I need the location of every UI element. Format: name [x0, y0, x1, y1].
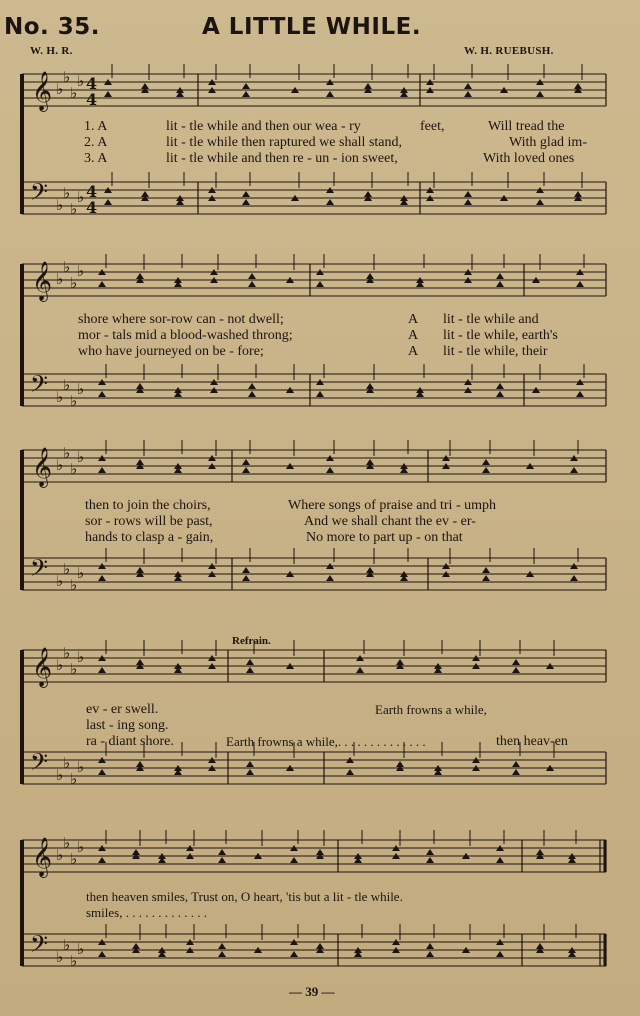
lyric-line-verse-3: [0, 151, 640, 167]
lyric-syllables: mor - tals mid a blood-washed throng;: [78, 328, 293, 343]
lyric-line-verse-3: [0, 734, 640, 750]
note-head: [98, 951, 106, 957]
lyric-syllables: then heav-en: [496, 734, 568, 749]
lyric-syllables: lit - tle while and: [443, 312, 539, 327]
note-head: [496, 857, 504, 863]
flat-sign: ♭: [70, 576, 78, 594]
lyric-syllables: then to join the choirs,: [85, 498, 211, 513]
note-head: [570, 467, 578, 473]
flat-sign: ♭: [56, 196, 64, 214]
flat-sign: ♭: [56, 456, 64, 474]
lyric-syllables: shore where sor-row can - not dwell;: [78, 312, 284, 327]
music-system-5: [0, 822, 640, 982]
flat-sign: ♭: [63, 444, 71, 462]
composer-credit: W. H. RUEBUSH.: [464, 45, 554, 57]
note-head: [248, 383, 256, 389]
lyric-syllables: 1. A: [84, 119, 108, 134]
lyricist-credit: W. H. R.: [30, 45, 73, 57]
flat-sign: ♭: [70, 84, 78, 102]
note-head: [242, 199, 250, 205]
note-head: [576, 391, 584, 397]
note-head: [98, 769, 106, 775]
note-head: [512, 659, 520, 665]
lyric-line-verse-1: [0, 312, 640, 328]
flat-sign: ♭: [56, 270, 64, 288]
flat-sign: ♭: [56, 80, 64, 98]
lyric-syllables: last - ing song.: [86, 718, 169, 733]
note-head: [290, 857, 298, 863]
note-head: [246, 769, 254, 775]
hymn-number: No. 35.: [4, 14, 101, 40]
note-head: [98, 857, 106, 863]
page-number: — 39 —: [289, 984, 335, 999]
lyric-syllables: lit - tle while, earth's: [443, 328, 558, 343]
note-head: [98, 281, 106, 287]
note-head: [464, 91, 472, 97]
treble-clef: 𝄞: [32, 71, 53, 111]
flat-sign: ♭: [77, 838, 85, 856]
lyric-syllables: who have journeyed on be - fore;: [78, 344, 264, 359]
note-head: [536, 199, 544, 205]
note-head: [242, 575, 250, 581]
lyric-syllables: lit - tle while and then our wea - ry: [166, 119, 361, 134]
lyric-syllables: feet,: [420, 119, 445, 134]
note-head: [512, 761, 520, 767]
music-system-3: [0, 430, 640, 620]
lyric-syllables: ra - diant shore.: [86, 734, 174, 749]
lyric-line-verse-3: [0, 344, 640, 360]
flat-sign: ♭: [63, 936, 71, 954]
note-head: [104, 199, 112, 205]
note-head: [246, 667, 254, 673]
flat-sign: ♭: [63, 68, 71, 86]
time-signature: 4: [86, 198, 98, 217]
flat-sign: ♭: [63, 184, 71, 202]
lyric-syllables: lit - tle while and then re - un - ion sweet,: [166, 151, 398, 166]
note-head: [98, 467, 106, 473]
note-head: [464, 83, 472, 89]
bass-clef: 𝄢: [30, 178, 49, 211]
lyric-line-verse-1: [0, 498, 640, 514]
flat-sign: ♭: [63, 376, 71, 394]
note-head: [326, 575, 334, 581]
flat-sign: ♭: [77, 72, 85, 90]
flat-sign: ♭: [70, 460, 78, 478]
bass-clef: 𝄢: [30, 930, 49, 963]
lyric-syllables: With glad im-: [509, 135, 587, 150]
note-head: [98, 391, 106, 397]
note-head: [496, 273, 504, 279]
note-head: [246, 761, 254, 767]
time-signature: 4: [86, 74, 98, 93]
note-head: [104, 91, 112, 97]
lyric-syllables: A: [408, 312, 419, 327]
note-head: [482, 459, 490, 465]
lyric-line-verse-2: [0, 514, 640, 530]
flat-sign: ♭: [70, 392, 78, 410]
note-head: [248, 273, 256, 279]
flat-sign: ♭: [77, 564, 85, 582]
music-system-2: [0, 250, 640, 420]
lyric-line-verse-2: [0, 328, 640, 344]
note-head: [316, 281, 324, 287]
note-head: [426, 951, 434, 957]
flat-sign: ♭: [70, 660, 78, 678]
note-head: [426, 849, 434, 855]
bass-clef: 𝄢: [30, 554, 49, 587]
note-head: [98, 667, 106, 673]
lyric-syllables: Where songs of praise and tri - umph: [288, 498, 496, 513]
note-head: [496, 391, 504, 397]
refrain-label: Refrain.: [232, 635, 271, 647]
lyric-syllables: hands to clasp a - gain,: [85, 530, 214, 545]
note-head: [464, 191, 472, 197]
note-head: [316, 391, 324, 397]
lyric-line-verse-3: [0, 530, 640, 546]
flat-sign: ♭: [56, 656, 64, 674]
lyric-syllables: No more to part up - on that: [306, 530, 463, 545]
note-head: [242, 83, 250, 89]
lyric-line-verse-1: [0, 702, 640, 718]
flat-sign: ♭: [56, 948, 64, 966]
lyric-syllables: Earth frowns a while,: [375, 702, 487, 717]
note-head: [246, 659, 254, 665]
note-head: [576, 281, 584, 287]
lyric-syllables: ev - er swell.: [86, 702, 159, 717]
lyric-line-verse-1: [0, 119, 640, 135]
flat-sign: ♭: [63, 644, 71, 662]
lyric-syllables: A: [408, 344, 419, 359]
flat-sign: ♭: [56, 766, 64, 784]
note-head: [482, 467, 490, 473]
treble-clef: 𝄞: [32, 447, 53, 487]
lyric-syllables: 2. A: [84, 135, 108, 150]
hymn-header: [0, 0, 640, 64]
hymn-title: A LITTLE WHILE.: [202, 14, 422, 40]
lyric-syllables: lit - tle while then raptured we shall stand,: [166, 135, 402, 150]
time-signature: 4: [86, 182, 98, 201]
lyric-syllables: then heaven smiles, Trust on, O heart, 'tis but a lit - tle while.: [86, 889, 403, 904]
lyric-line-verse-2: [0, 135, 640, 151]
flat-sign: ♭: [70, 952, 78, 970]
note-head: [290, 951, 298, 957]
note-head: [464, 199, 472, 205]
note-head: [242, 567, 250, 573]
treble-clef: 𝄞: [32, 837, 53, 877]
treble-clef: 𝄞: [32, 647, 53, 687]
note-head: [242, 459, 250, 465]
note-head: [326, 467, 334, 473]
flat-sign: ♭: [70, 850, 78, 868]
music-system-4: [0, 626, 640, 816]
flat-sign: ♭: [63, 754, 71, 772]
note-head: [98, 575, 106, 581]
music-system-1: [0, 62, 640, 222]
flat-sign: ♭: [63, 258, 71, 276]
flat-sign: ♭: [77, 380, 85, 398]
note-head: [512, 769, 520, 775]
note-head: [242, 191, 250, 197]
flat-sign: ♭: [70, 274, 78, 292]
lyric-line-verse-1: [0, 889, 640, 905]
flat-sign: ♭: [77, 448, 85, 466]
lyric-syllables: sor - rows will be past,: [85, 514, 213, 529]
note-head: [218, 951, 226, 957]
flat-sign: ♭: [63, 560, 71, 578]
note-head: [242, 91, 250, 97]
lyric-line-verse-2: [0, 905, 640, 921]
bass-clef: 𝄢: [30, 748, 49, 781]
note-head: [496, 281, 504, 287]
note-head: [218, 943, 226, 949]
lyric-syllables: Will tread the: [488, 119, 565, 134]
flat-sign: ♭: [70, 770, 78, 788]
lyric-syllables: Earth frowns a while,. . . . . . . . . . . . . .: [226, 734, 426, 749]
lyric-syllables: And we shall chant the ev - er-: [304, 514, 476, 529]
note-head: [242, 467, 250, 473]
note-head: [512, 667, 520, 673]
flat-sign: ♭: [77, 262, 85, 280]
note-head: [218, 857, 226, 863]
flat-sign: ♭: [56, 572, 64, 590]
note-head: [496, 951, 504, 957]
flat-sign: ♭: [77, 188, 85, 206]
bass-clef: 𝄢: [30, 370, 49, 403]
flat-sign: ♭: [70, 200, 78, 218]
note-head: [326, 199, 334, 205]
flat-sign: ♭: [63, 834, 71, 852]
note-head: [426, 857, 434, 863]
flat-sign: ♭: [77, 940, 85, 958]
flat-sign: ♭: [77, 648, 85, 666]
time-signature: 4: [86, 90, 98, 109]
treble-clef: 𝄞: [32, 261, 53, 301]
note-head: [326, 91, 334, 97]
note-head: [356, 667, 364, 673]
lyric-syllables: A: [408, 328, 419, 343]
note-head: [536, 91, 544, 97]
lyric-syllables: With loved ones: [483, 151, 575, 166]
note-head: [218, 849, 226, 855]
note-head: [482, 575, 490, 581]
flat-sign: ♭: [56, 388, 64, 406]
note-head: [426, 943, 434, 949]
flat-sign: ♭: [56, 846, 64, 864]
note-head: [482, 567, 490, 573]
lyric-line-verse-2: [0, 718, 640, 734]
note-head: [496, 383, 504, 389]
flat-sign: ♭: [77, 758, 85, 776]
lyric-syllables: 3. A: [84, 151, 108, 166]
note-head: [248, 391, 256, 397]
lyric-syllables: smiles, . . . . . . . . . . . . .: [86, 905, 207, 920]
note-head: [346, 769, 354, 775]
lyric-syllables: lit - tle while, their: [443, 344, 548, 359]
note-head: [248, 281, 256, 287]
note-head: [570, 575, 578, 581]
